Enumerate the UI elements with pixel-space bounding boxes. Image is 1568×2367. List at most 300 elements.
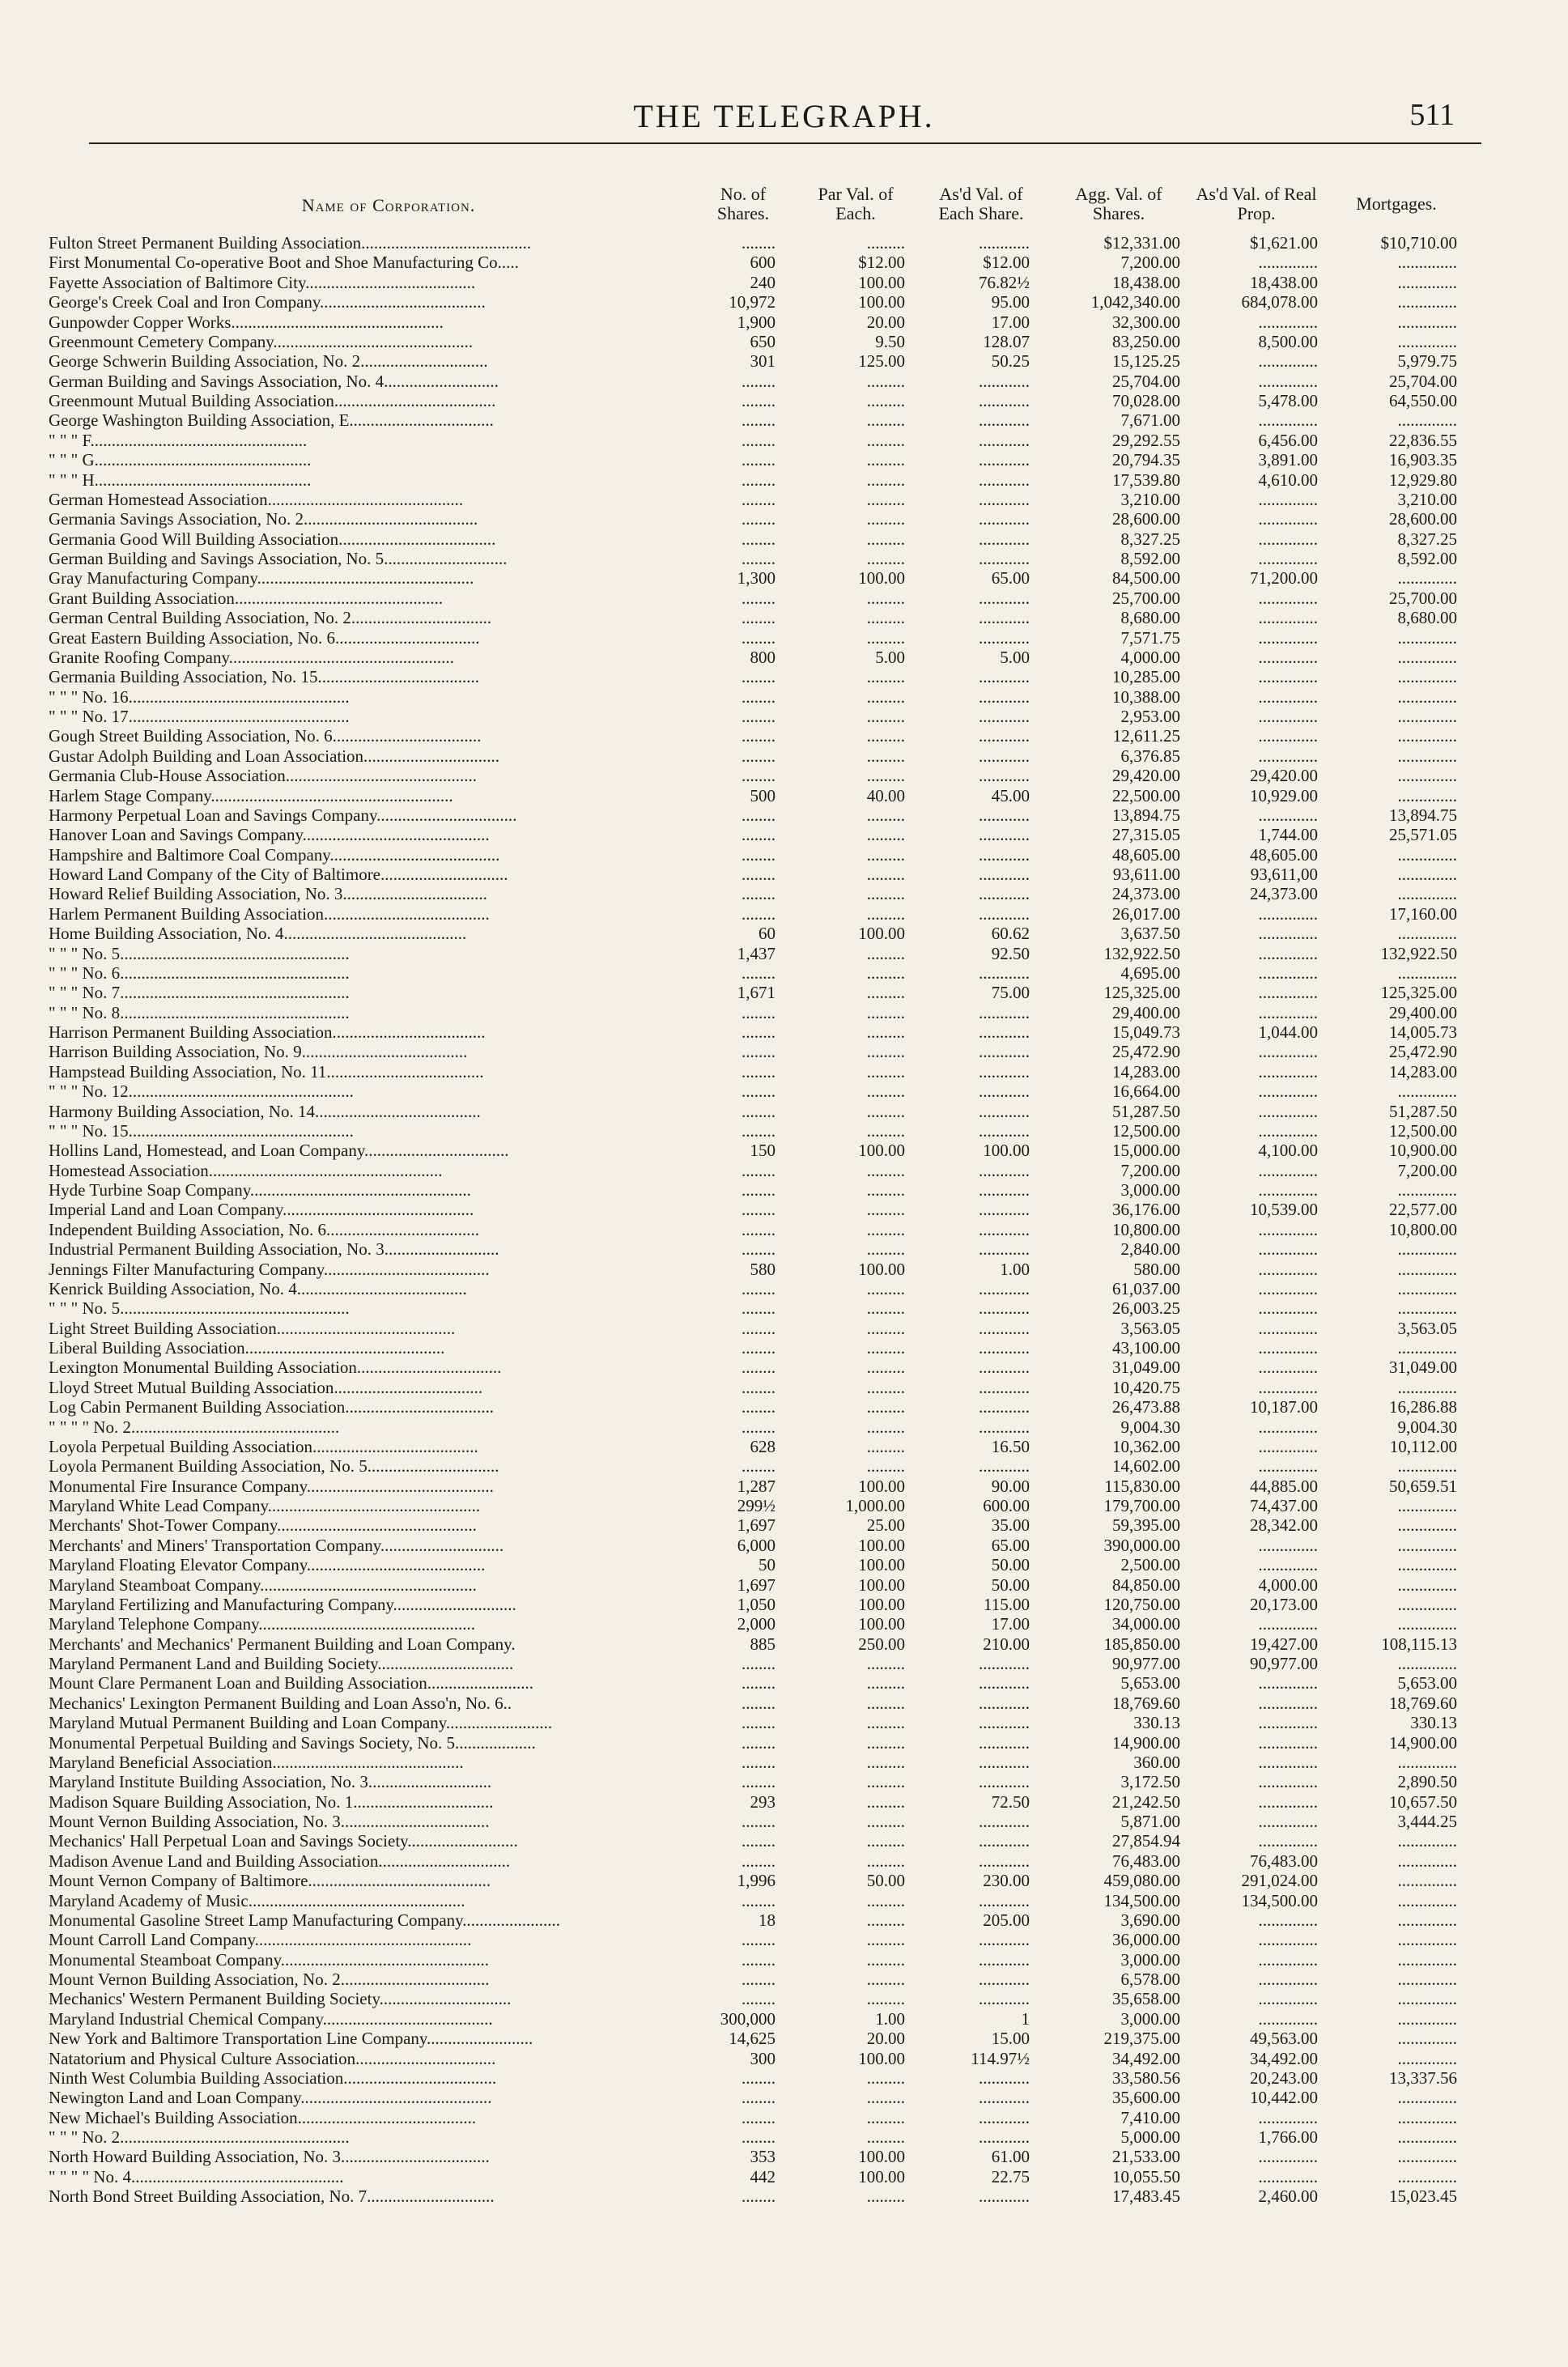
- aggregate-value-cell: 7,200.00: [1120, 1160, 1180, 1180]
- shares-cell: ........: [742, 1851, 776, 1871]
- mortgages-cell: ..............: [1397, 1752, 1457, 1772]
- aggregate-value-cell: 24,373.00: [1112, 884, 1180, 904]
- corporation-name: New Michael's Building Association..........................................: [49, 2107, 477, 2127]
- assessed-share-value-cell: ............: [979, 766, 1030, 786]
- corporation-name: Howard Land Company of the City of Baltimore..............................: [49, 865, 508, 884]
- mortgages-cell: ..............: [1397, 667, 1457, 687]
- assessed-share-value-cell: 65.00: [991, 1535, 1030, 1555]
- aggregate-value-cell: 26,003.25: [1112, 1298, 1180, 1319]
- aggregate-value-cell: 5,653.00: [1120, 1673, 1180, 1693]
- real-property-cell: 10,539.00: [1250, 1200, 1318, 1220]
- assessed-share-value-cell: ............: [979, 2107, 1030, 2127]
- par-value-cell: 100.00: [858, 1614, 905, 1634]
- mortgages-cell: ..............: [1397, 2166, 1457, 2186]
- par-value-cell: .........: [866, 1417, 905, 1437]
- mortgages-cell: ..............: [1397, 963, 1457, 983]
- real-property-cell: ..............: [1258, 924, 1318, 944]
- assessed-share-value-cell: ............: [979, 1239, 1030, 1260]
- table-row: [0, 1693, 1568, 1713]
- shares-cell: ........: [742, 450, 776, 470]
- mortgages-cell: 50,659.51: [1389, 1476, 1457, 1496]
- shares-cell: ........: [742, 2088, 776, 2108]
- shares-cell: 240: [750, 272, 776, 292]
- table-row: [0, 450, 1568, 470]
- aggregate-value-cell: 330.13: [1133, 1713, 1180, 1733]
- shares-cell: ........: [742, 2186, 776, 2207]
- real-property-cell: 2,460.00: [1258, 2186, 1318, 2207]
- corporation-name: " " " F...................................................: [49, 430, 308, 450]
- aggregate-value-cell: 21,533.00: [1112, 2147, 1180, 2167]
- aggregate-value-cell: 3,210.00: [1120, 489, 1180, 509]
- corporation-name: Maryland Beneficial Association.............................................: [49, 1752, 464, 1772]
- aggregate-value-cell: 10,362.00: [1112, 1436, 1180, 1456]
- assessed-share-value-cell: ............: [979, 1693, 1030, 1713]
- shares-cell: 300: [750, 2048, 776, 2068]
- corporation-name: Industrial Permanent Building Association, No. 3...........................: [49, 1239, 499, 1260]
- table-row: [0, 1910, 1568, 1930]
- assessed-share-value-cell: ............: [979, 726, 1030, 746]
- table-row: [0, 1496, 1568, 1515]
- corporation-name: Mount Vernon Company of Baltimore...........................................: [49, 1871, 491, 1891]
- mortgages-cell: 10,112.00: [1389, 1436, 1457, 1456]
- assessed-share-value-cell: 205.00: [983, 1910, 1030, 1930]
- table-row: [0, 273, 1568, 292]
- assessed-share-value-cell: ............: [979, 1101, 1030, 1121]
- mortgages-cell: 16,286.88: [1389, 1397, 1457, 1417]
- mortgages-cell: 14,283.00: [1389, 1061, 1457, 1082]
- assessed-share-value-cell: ............: [979, 1219, 1030, 1239]
- shares-cell: ........: [742, 1890, 776, 1910]
- assessed-share-value-cell: 600.00: [983, 1496, 1030, 1515]
- real-property-cell: 19,427.00: [1250, 1634, 1318, 1654]
- shares-cell: ........: [742, 1989, 776, 2009]
- corporation-name: German Building and Savings Association, No. 4...........................: [49, 371, 499, 391]
- table-row: [0, 983, 1568, 1002]
- table-row: [0, 1989, 1568, 2008]
- shares-cell: 885: [750, 1634, 776, 1654]
- assessed-share-value-cell: ............: [979, 1812, 1030, 1831]
- mortgages-cell: ..............: [1397, 2088, 1457, 2108]
- real-property-cell: 48,605.00: [1250, 844, 1318, 865]
- real-property-cell: ..............: [1258, 2107, 1318, 2127]
- real-property-cell: 684,078.00: [1241, 292, 1318, 312]
- mortgages-cell: ..............: [1397, 627, 1457, 648]
- aggregate-value-cell: 9,004.30: [1120, 1417, 1180, 1437]
- par-value-cell: .........: [866, 1061, 905, 1082]
- real-property-cell: ..............: [1258, 647, 1318, 667]
- aggregate-value-cell: 134,500.00: [1103, 1890, 1180, 1910]
- shares-cell: 800: [750, 647, 776, 667]
- aggregate-value-cell: 10,055.50: [1112, 2166, 1180, 2186]
- table-row: [0, 2167, 1568, 2186]
- corporation-name: Hampshire and Baltimore Coal Company........................................: [49, 844, 500, 865]
- corporation-name: Greenmount Mutual Building Association......................................: [49, 391, 496, 410]
- table-row: [0, 608, 1568, 627]
- table-row: [0, 1477, 1568, 1496]
- mortgages-cell: ..............: [1397, 253, 1457, 273]
- assessed-share-value-cell: ............: [979, 1358, 1030, 1378]
- par-value-cell: 1,000.00: [845, 1496, 905, 1515]
- shares-cell: 600: [750, 253, 776, 273]
- mortgages-cell: ..............: [1397, 1338, 1457, 1358]
- corporation-name: " " " No. 15.....................................................: [49, 1120, 354, 1141]
- aggregate-value-cell: 7,200.00: [1120, 253, 1180, 273]
- mortgages-cell: 12,500.00: [1389, 1120, 1457, 1141]
- shares-cell: 500: [750, 785, 776, 805]
- shares-cell: 650: [750, 331, 776, 351]
- aggregate-value-cell: 22,500.00: [1112, 785, 1180, 805]
- aggregate-value-cell: 7,571.75: [1120, 627, 1180, 648]
- shares-cell: ........: [742, 667, 776, 687]
- table-row: [0, 884, 1568, 903]
- shares-cell: ........: [742, 1693, 776, 1713]
- corporation-name: Mount Vernon Building Association, No. 2...................................: [49, 1970, 490, 1989]
- mortgages-cell: 25,704.00: [1389, 371, 1457, 391]
- corporation-name: Madison Avenue Land and Building Association...............................: [49, 1851, 511, 1871]
- real-property-cell: 10,929.00: [1250, 785, 1318, 805]
- shares-cell: ........: [742, 865, 776, 884]
- mortgages-cell: ..............: [1397, 2147, 1457, 2167]
- mortgages-cell: 22,836.55: [1389, 430, 1457, 450]
- corporation-name: Mechanics' Lexington Permanent Building and Loan Asso'n, No. 6..: [49, 1693, 512, 1713]
- shares-cell: ........: [742, 529, 776, 549]
- assessed-share-value-cell: 100.00: [983, 1141, 1030, 1161]
- assessed-share-value-cell: ............: [979, 371, 1030, 391]
- corporation-name: Merchants' and Mechanics' Permanent Building and Loan Company.: [49, 1634, 516, 1654]
- mortgages-cell: 125,325.00: [1380, 983, 1457, 1003]
- assessed-share-value-cell: ............: [979, 746, 1030, 766]
- aggregate-value-cell: 20,794.35: [1112, 450, 1180, 470]
- assessed-share-value-cell: ............: [979, 1772, 1030, 1792]
- real-property-cell: $1,621.00: [1250, 233, 1318, 253]
- table-row: [0, 1239, 1568, 1259]
- table-row: [0, 648, 1568, 667]
- aggregate-value-cell: 26,017.00: [1112, 903, 1180, 924]
- aggregate-value-cell: 3,000.00: [1120, 1949, 1180, 1970]
- mortgages-cell: ..............: [1397, 1082, 1457, 1102]
- page-number: 511: [1409, 98, 1455, 132]
- real-property-cell: 1,744.00: [1258, 825, 1318, 845]
- shares-cell: ........: [742, 825, 776, 845]
- par-value-cell: 100.00: [858, 2147, 905, 2167]
- aggregate-value-cell: 18,769.60: [1112, 1693, 1180, 1713]
- shares-cell: ........: [742, 1318, 776, 1338]
- assessed-share-value-cell: 15.00: [991, 2029, 1030, 2049]
- par-value-cell: .........: [866, 2088, 905, 2108]
- corporation-name: Log Cabin Permanent Building Association...................................: [49, 1397, 495, 1417]
- mortgages-cell: ..............: [1397, 1851, 1457, 1871]
- real-property-cell: 76,483.00: [1250, 1851, 1318, 1871]
- assessed-share-value-cell: ............: [979, 1970, 1030, 1989]
- aggregate-value-cell: 17,483.45: [1112, 2186, 1180, 2207]
- real-property-cell: ..............: [1258, 686, 1318, 707]
- real-property-cell: 10,442.00: [1250, 2088, 1318, 2108]
- aggregate-value-cell: 61,037.00: [1112, 1278, 1180, 1298]
- shares-cell: 1,996: [737, 1871, 776, 1891]
- par-value-cell: 100.00: [858, 1476, 905, 1496]
- mortgages-cell: 5,653.00: [1397, 1673, 1457, 1693]
- corporation-name: North Bond Street Building Association, No. 7..............................: [49, 2186, 495, 2207]
- corporation-name: " " " No. 6......................................................: [49, 963, 350, 983]
- corporation-name: Greenmount Cemetery Company...............................................: [49, 331, 474, 351]
- par-value-cell: .........: [866, 1831, 905, 1851]
- corporation-name: Madison Square Building Association, No. 1.................................: [49, 1791, 494, 1812]
- mortgages-cell: 13,894.75: [1389, 805, 1457, 825]
- real-property-cell: ..............: [1258, 1713, 1318, 1733]
- corporation-name: Light Street Building Association..........................................: [49, 1318, 456, 1338]
- par-value-cell: .........: [866, 1910, 905, 1930]
- corporation-name: German Building and Savings Association, No. 5.............................: [49, 549, 508, 568]
- assessed-share-value-cell: 128.07: [983, 331, 1030, 351]
- shares-cell: ........: [742, 371, 776, 391]
- table-row: [0, 1575, 1568, 1595]
- shares-cell: 1,671: [737, 983, 776, 1003]
- assessed-share-value-cell: ............: [979, 608, 1030, 628]
- corporation-name: George Schwerin Building Association, No. 2..............................: [49, 351, 488, 372]
- col-header-name: Name of Corporation.: [301, 195, 476, 215]
- assessed-share-value-cell: 230.00: [983, 1871, 1030, 1891]
- mortgages-cell: ..............: [1397, 272, 1457, 292]
- table-row: [0, 1220, 1568, 1239]
- mortgages-cell: 14,005.73: [1389, 1022, 1457, 1042]
- par-value-cell: .........: [866, 470, 905, 490]
- mortgages-cell: ..............: [1397, 707, 1457, 726]
- shares-cell: 293: [750, 1791, 776, 1812]
- shares-cell: ........: [742, 707, 776, 726]
- par-value-cell: .........: [866, 943, 905, 963]
- aggregate-value-cell: 84,500.00: [1112, 568, 1180, 589]
- mortgages-cell: ..............: [1397, 726, 1457, 746]
- real-property-cell: ..............: [1258, 903, 1318, 924]
- assessed-share-value-cell: ............: [979, 391, 1030, 410]
- assessed-share-value-cell: 16.50: [991, 1436, 1030, 1456]
- aggregate-value-cell: 115,830.00: [1104, 1476, 1180, 1496]
- corporation-name: " " " No. 17....................................................: [49, 707, 350, 726]
- table-row: [0, 1102, 1568, 1121]
- table-row: [0, 1417, 1568, 1437]
- table-row: [0, 1812, 1568, 1831]
- assessed-share-value-cell: 65.00: [991, 568, 1030, 589]
- aggregate-value-cell: 36,000.00: [1112, 1930, 1180, 1950]
- table-row: [0, 1930, 1568, 1949]
- table-row: [0, 312, 1568, 332]
- assessed-share-value-cell: 76.82½: [979, 272, 1030, 292]
- assessed-share-value-cell: 17.00: [991, 312, 1030, 332]
- corporation-name: Maryland Academy of Music...................................................: [49, 1890, 465, 1910]
- shares-cell: 353: [750, 2147, 776, 2167]
- assessed-share-value-cell: ............: [979, 1002, 1030, 1022]
- table-row: [0, 1161, 1568, 1180]
- corporation-name: Monumental Steamboat Company.................................................: [49, 1949, 490, 1970]
- table-row: [0, 589, 1568, 608]
- par-value-cell: .........: [866, 1278, 905, 1298]
- par-value-cell: 100.00: [858, 1594, 905, 1614]
- corporation-name: Harlem Permanent Building Association.......................................: [49, 903, 490, 924]
- par-value-cell: 100.00: [858, 568, 905, 589]
- corporation-name: Loyola Permanent Building Association, No. 5...............................: [49, 1456, 499, 1477]
- table-row: [0, 351, 1568, 371]
- mortgages-cell: ..............: [1397, 844, 1457, 865]
- shares-cell: ........: [742, 1338, 776, 1358]
- par-value-cell: .........: [866, 509, 905, 529]
- corporation-name: Maryland Fertilizing and Manufacturing Company.............................: [49, 1594, 516, 1614]
- par-value-cell: .........: [866, 1930, 905, 1950]
- par-value-cell: .........: [866, 2186, 905, 2207]
- shares-cell: 1,287: [737, 1476, 776, 1496]
- par-value-cell: .........: [866, 825, 905, 845]
- corporation-name: Imperial Land and Loan Company.............................................: [49, 1200, 474, 1220]
- mortgages-cell: 12,929.80: [1389, 470, 1457, 490]
- shares-cell: ........: [742, 884, 776, 904]
- table-row: [0, 410, 1568, 430]
- aggregate-value-cell: 13,894.75: [1112, 805, 1180, 825]
- table-row: [0, 1713, 1568, 1732]
- real-property-cell: 93,611,00: [1250, 865, 1318, 884]
- aggregate-value-cell: 25,472.90: [1112, 1042, 1180, 1062]
- par-value-cell: .........: [866, 489, 905, 509]
- shares-cell: ........: [742, 588, 776, 608]
- aggregate-value-cell: 15,125.25: [1112, 351, 1180, 372]
- mortgages-cell: 5,979.75: [1397, 351, 1457, 372]
- par-value-cell: .........: [866, 1377, 905, 1397]
- table-row: [0, 1358, 1568, 1377]
- table-row: [0, 2127, 1568, 2147]
- par-value-cell: .........: [866, 1772, 905, 1792]
- mortgages-cell: ..............: [1397, 2048, 1457, 2068]
- assessed-share-value-cell: 35.00: [991, 1515, 1030, 1536]
- shares-cell: ........: [742, 1278, 776, 1298]
- aggregate-value-cell: 76,483.00: [1112, 1851, 1180, 1871]
- aggregate-value-cell: 27,315.05: [1112, 825, 1180, 845]
- par-value-cell: .........: [866, 884, 905, 904]
- assessed-share-value-cell: ............: [979, 1831, 1030, 1851]
- assessed-share-value-cell: ............: [979, 410, 1030, 431]
- assessed-share-value-cell: ............: [979, 1890, 1030, 1910]
- mortgages-cell: 28,600.00: [1389, 509, 1457, 529]
- mortgages-cell: ..............: [1397, 1831, 1457, 1851]
- aggregate-value-cell: 35,658.00: [1112, 1989, 1180, 2009]
- aggregate-value-cell: 10,420.75: [1112, 1377, 1180, 1397]
- mortgages-cell: ..............: [1397, 1377, 1457, 1397]
- par-value-cell: .........: [866, 1101, 905, 1121]
- assessed-share-value-cell: ............: [979, 707, 1030, 726]
- assessed-share-value-cell: ............: [979, 805, 1030, 825]
- aggregate-value-cell: 132,922.50: [1103, 943, 1180, 963]
- par-value-cell: 250.00: [858, 1634, 905, 1654]
- corporation-name: " " " G...................................................: [49, 450, 312, 470]
- aggregate-value-cell: 48,605.00: [1112, 844, 1180, 865]
- mortgages-cell: ..............: [1397, 1259, 1457, 1279]
- mortgages-cell: ..............: [1397, 2029, 1457, 2049]
- corporation-name: Hampstead Building Association, No. 11.....................................: [49, 1061, 484, 1082]
- shares-cell: ........: [742, 1082, 776, 1102]
- shares-cell: 300,000: [720, 2008, 776, 2029]
- table-row: [0, 786, 1568, 805]
- corporation-name: " " " " No. 4..................................................: [49, 2166, 344, 2186]
- par-value-cell: .........: [866, 450, 905, 470]
- corporation-name: Monumental Fire Insurance Company............................................: [49, 1476, 494, 1496]
- aggregate-value-cell: 83,250.00: [1112, 331, 1180, 351]
- aggregate-value-cell: 29,400.00: [1112, 1002, 1180, 1022]
- corporation-name: " " " No. 5......................................................: [49, 943, 350, 963]
- shares-cell: 1,437: [737, 943, 776, 963]
- real-property-cell: ..............: [1258, 1930, 1318, 1950]
- aggregate-value-cell: 4,695.00: [1120, 963, 1180, 983]
- shares-cell: ........: [742, 1022, 776, 1042]
- mortgages-cell: ..............: [1397, 1239, 1457, 1260]
- shares-cell: ........: [742, 1120, 776, 1141]
- real-property-cell: 29,420.00: [1250, 766, 1318, 786]
- assessed-share-value-cell: 61.00: [991, 2147, 1030, 2167]
- corporation-name: Jennings Filter Manufacturing Company.......................................: [49, 1259, 490, 1279]
- table-row: [0, 865, 1568, 884]
- assessed-share-value-cell: ............: [979, 2127, 1030, 2147]
- corporation-name: Maryland Mutual Permanent Building and Loan Company.........................: [49, 1713, 553, 1733]
- shares-cell: ........: [742, 627, 776, 648]
- table-row: [0, 766, 1568, 785]
- table-row: [0, 1378, 1568, 1397]
- real-property-cell: ..............: [1258, 1160, 1318, 1180]
- par-value-cell: .........: [866, 2107, 905, 2127]
- real-property-cell: 8,500.00: [1258, 331, 1318, 351]
- shares-cell: 1,900: [737, 312, 776, 332]
- assessed-share-value-cell: 1: [1021, 2008, 1030, 2029]
- aggregate-value-cell: 10,388.00: [1112, 686, 1180, 707]
- assessed-share-value-cell: ............: [979, 1930, 1030, 1950]
- aggregate-value-cell: 120,750.00: [1103, 1594, 1180, 1614]
- par-value-cell: .........: [866, 1456, 905, 1477]
- corporation-name: North Howard Building Association, No. 3...................................: [49, 2147, 490, 2167]
- assessed-share-value-cell: ............: [979, 903, 1030, 924]
- par-value-cell: 100.00: [858, 1574, 905, 1595]
- mortgages-cell: 25,472.90: [1389, 1042, 1457, 1062]
- par-value-cell: 100.00: [858, 1141, 905, 1161]
- mortgages-cell: 10,900.00: [1389, 1141, 1457, 1161]
- aggregate-value-cell: 31,049.00: [1112, 1358, 1180, 1378]
- assessed-share-value-cell: 90.00: [991, 1476, 1030, 1496]
- assessed-share-value-cell: ............: [979, 1120, 1030, 1141]
- par-value-cell: $12.00: [858, 253, 905, 273]
- corporation-name: Homestead Association.......................................................: [49, 1160, 443, 1180]
- real-property-cell: 34,492.00: [1250, 2048, 1318, 2068]
- shares-cell: ........: [742, 1239, 776, 1260]
- real-property-cell: ..............: [1258, 1812, 1318, 1831]
- table-row: [0, 253, 1568, 272]
- aggregate-value-cell: 34,492.00: [1112, 2048, 1180, 2068]
- table-row: [0, 2049, 1568, 2068]
- mortgages-cell: 3,444.25: [1397, 1812, 1457, 1831]
- par-value-cell: .........: [866, 1693, 905, 1713]
- table-row: [0, 924, 1568, 943]
- aggregate-value-cell: 14,602.00: [1112, 1456, 1180, 1477]
- mortgages-cell: $10,710.00: [1380, 233, 1457, 253]
- corporation-name: Maryland Industrial Chemical Company........................................: [49, 2008, 493, 2029]
- aggregate-value-cell: 16,664.00: [1112, 1082, 1180, 1102]
- real-property-cell: ..............: [1258, 1791, 1318, 1812]
- aggregate-value-cell: 15,000.00: [1112, 1141, 1180, 1161]
- par-value-cell: .........: [866, 1970, 905, 1989]
- aggregate-value-cell: 3,690.00: [1120, 1910, 1180, 1930]
- mortgages-cell: ..............: [1397, 1989, 1457, 2009]
- mortgages-cell: ..............: [1397, 1871, 1457, 1891]
- assessed-share-value-cell: ............: [979, 1298, 1030, 1319]
- shares-cell: ........: [742, 1752, 776, 1772]
- shares-cell: ........: [742, 1160, 776, 1180]
- par-value-cell: 100.00: [858, 1535, 905, 1555]
- real-property-cell: ..............: [1258, 1219, 1318, 1239]
- table-row: [0, 2088, 1568, 2107]
- shares-cell: 299½: [737, 1496, 776, 1515]
